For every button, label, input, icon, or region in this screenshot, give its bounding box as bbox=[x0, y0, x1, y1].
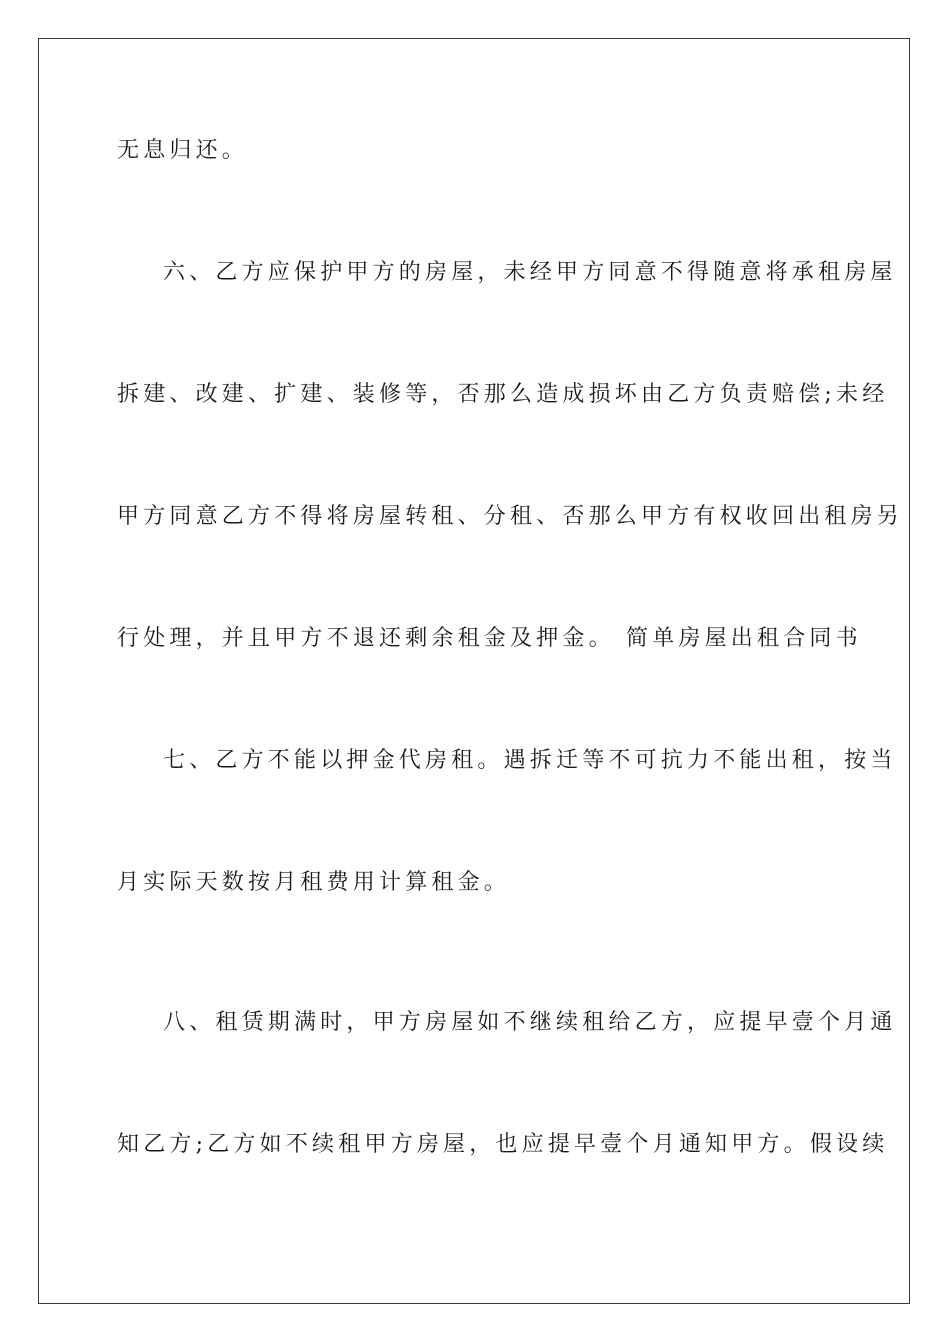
clause-six-line-2: 拆建、改建、扩建、装修等，否那么造成损坏由乙方负责赔偿;未经 bbox=[117, 382, 889, 407]
paragraph-line: 无息归还。 bbox=[117, 138, 249, 163]
clause-six-line-1: 六、乙方应保护甲方的房屋，未经甲方同意不得随意将承租房屋 bbox=[163, 260, 897, 285]
clause-eight-line-1: 八、租赁期满时，甲方房屋如不继续租给乙方，应提早壹个月通 bbox=[163, 1010, 897, 1035]
clause-eight-line-2: 知乙方;乙方如不续租甲方房屋，也应提早壹个月通知甲方。假设续 bbox=[117, 1132, 889, 1157]
page-border bbox=[38, 38, 910, 1304]
clause-six-line-3: 甲方同意乙方不得将房屋转租、分租、否那么甲方有权收回出租房另 bbox=[117, 504, 904, 529]
clause-seven-line-2: 月实际天数按月租费用计算租金。 bbox=[117, 870, 511, 895]
clause-seven-line-1: 七、乙方不能以押金代房租。遇拆迁等不可抗力不能出租，按当 bbox=[163, 748, 897, 773]
clause-six-line-4: 行处理，并且甲方不退还剩余租金及押金。 简单房屋出租合同书 bbox=[117, 626, 862, 651]
